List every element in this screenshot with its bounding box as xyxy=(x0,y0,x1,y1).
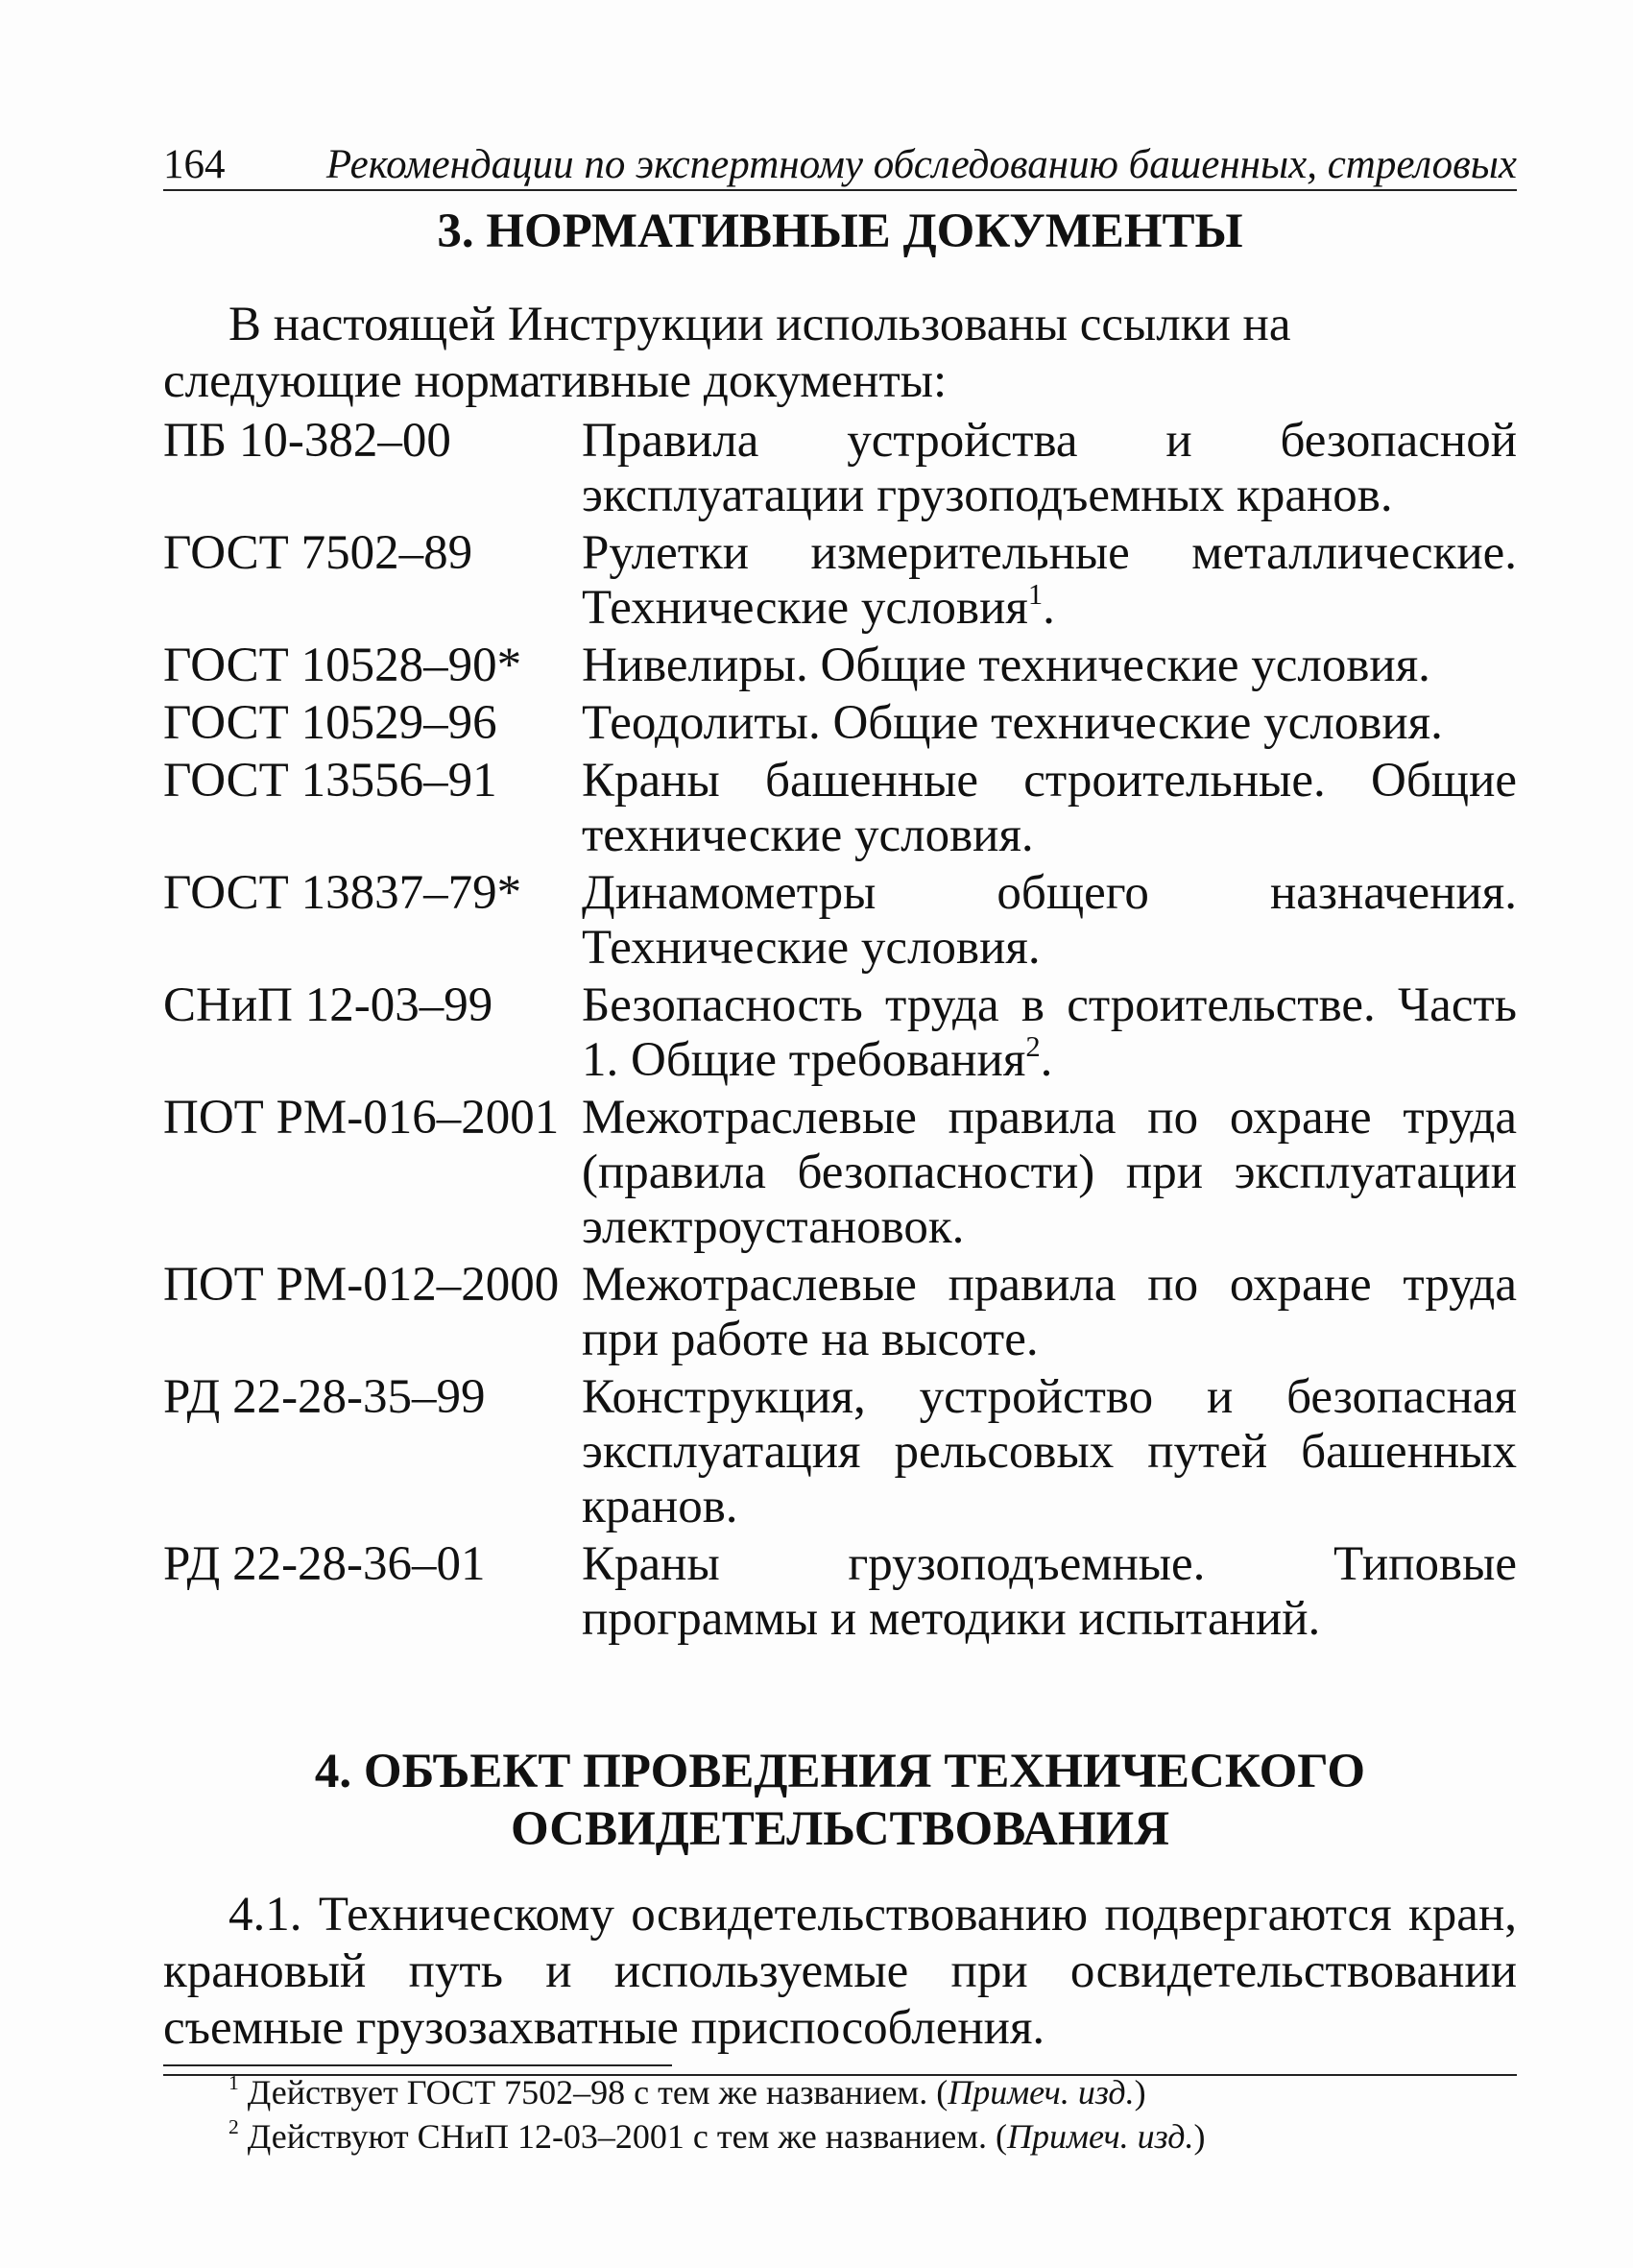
reference-code: РД 22-28-36–01 xyxy=(163,1537,486,1591)
reference-row xyxy=(163,1258,1517,1367)
reference-code: ГОСТ 10529–96 xyxy=(163,696,497,750)
reference-row xyxy=(163,978,1517,1088)
footnote-separator xyxy=(163,2064,672,2066)
reference-description-text: Конструкция, устройство и безопасная эксплуатация рельсовых путей башенных кранов. xyxy=(582,1370,1517,1533)
reference-description-text: Безопасность труда в строительстве. Часть 1. Общие требования xyxy=(582,978,1517,1087)
section-4-heading-line1: 4. ОБЪЕКТ ПРОВЕДЕНИЯ ТЕХНИЧЕСКОГО xyxy=(314,1745,1366,1798)
reference-row xyxy=(163,526,1517,636)
reference-description xyxy=(582,414,1517,523)
reference-tail: . xyxy=(1040,1033,1053,1087)
reference-description xyxy=(582,1537,1517,1647)
footnote-number: 1 xyxy=(228,2071,239,2094)
footnote xyxy=(228,2070,1517,2114)
section-4-heading-line2: ОСВИДЕТЕЛЬСТВОВАНИЯ xyxy=(510,1802,1170,1856)
section-3-intro: В настоящей Инструкции использованы ссылки на следующие нормативные документы: xyxy=(163,298,1291,408)
reference-description xyxy=(582,978,1517,1088)
reference-row xyxy=(163,414,1517,523)
reference-description xyxy=(582,639,1517,693)
reference-description xyxy=(582,866,1517,976)
footnote-editor-note: Примеч. изд. xyxy=(1007,2117,1194,2156)
reference-description-text: Межотраслевые правила по охране труда (правила безопасности) при эксплуатации электроустановок. xyxy=(582,1091,1517,1254)
footnote xyxy=(228,2114,1517,2159)
reference-description-text: Рулетки измерительные металлические. Технические условия xyxy=(582,526,1517,635)
reference-description-text: Правила устройства и безопасной эксплуатации грузоподъемных кранов. xyxy=(582,414,1517,522)
reference-description-text: Краны башенные строительные. Общие технические условия. xyxy=(582,754,1517,862)
reference-row xyxy=(163,1370,1517,1534)
reference-code: ГОСТ 13837–79* xyxy=(163,866,522,920)
footnotes xyxy=(163,2070,1517,2159)
paragraph-4-1: 4.1. Техническому освидетельствованию подвергаются кран, крановый путь и используемые при освидетельствовании съемные грузозахватные приспособления. xyxy=(163,1888,1517,2055)
reference-tail: . xyxy=(1043,581,1055,635)
section-4-heading xyxy=(163,1743,1517,1858)
running-header xyxy=(163,144,1517,191)
reference-code: ГОСТ 10528–90* xyxy=(163,639,522,692)
reference-code: ПОТ РМ-016–2001 xyxy=(163,1091,560,1145)
reference-code: СНиП 12-03–99 xyxy=(163,978,493,1032)
reference-description xyxy=(582,754,1517,863)
footnote-text: Действуют СНиП 12-03–2001 с тем же названием. ( xyxy=(238,2117,1008,2156)
reference-description xyxy=(582,526,1517,636)
reference-list xyxy=(163,414,1517,1647)
reference-code: ПОТ РМ-012–2000 xyxy=(163,1258,560,1312)
page xyxy=(163,144,1517,2159)
reference-description xyxy=(582,1370,1517,1534)
reference-description xyxy=(582,1091,1517,1255)
page-number: 164 xyxy=(163,142,226,187)
reference-code: ПБ 10-382–00 xyxy=(163,414,451,468)
running-title: Рекомендации по экспертному обследованию башенных, стреловых xyxy=(325,142,1517,187)
reference-row xyxy=(163,696,1517,751)
reference-row xyxy=(163,1537,1517,1647)
footnote-number: 2 xyxy=(228,2115,239,2138)
reference-description xyxy=(582,1258,1517,1367)
reference-row xyxy=(163,866,1517,976)
footnote-mark: 1 xyxy=(1027,578,1044,611)
reference-description-text: Динамометры общего назначения. Технические условия. xyxy=(582,866,1517,975)
reference-code: РД 22-28-35–99 xyxy=(163,1370,486,1424)
reference-description xyxy=(582,696,1517,751)
footnote-close: ) xyxy=(1193,2117,1206,2156)
reference-code: ГОСТ 13556–91 xyxy=(163,754,497,808)
reference-code: ГОСТ 7502–89 xyxy=(163,526,473,580)
reference-row xyxy=(163,1091,1517,1255)
footnote-close: ) xyxy=(1134,2073,1146,2111)
bottom-rule xyxy=(163,2074,1517,2076)
reference-description-text: Нивелиры. Общие технические условия. xyxy=(582,639,1430,692)
reference-row xyxy=(163,639,1517,693)
reference-description-text: Теодолиты. Общие технические условия. xyxy=(582,696,1443,750)
footnote-editor-note: Примеч. изд. xyxy=(948,2073,1135,2111)
footnote-text: Действует ГОСТ 7502–98 с тем же названием. ( xyxy=(238,2073,949,2111)
reference-description-text: Межотраслевые правила по охране труда при работе на высоте. xyxy=(582,1258,1517,1366)
reference-description-text: Краны грузоподъемные. Типовые программы и методики испытаний. xyxy=(582,1537,1517,1646)
footnote-mark: 2 xyxy=(1025,1030,1041,1063)
reference-row xyxy=(163,754,1517,863)
section-3-heading: 3. НОРМАТИВНЫЕ ДОКУМЕНТЫ xyxy=(437,205,1243,258)
